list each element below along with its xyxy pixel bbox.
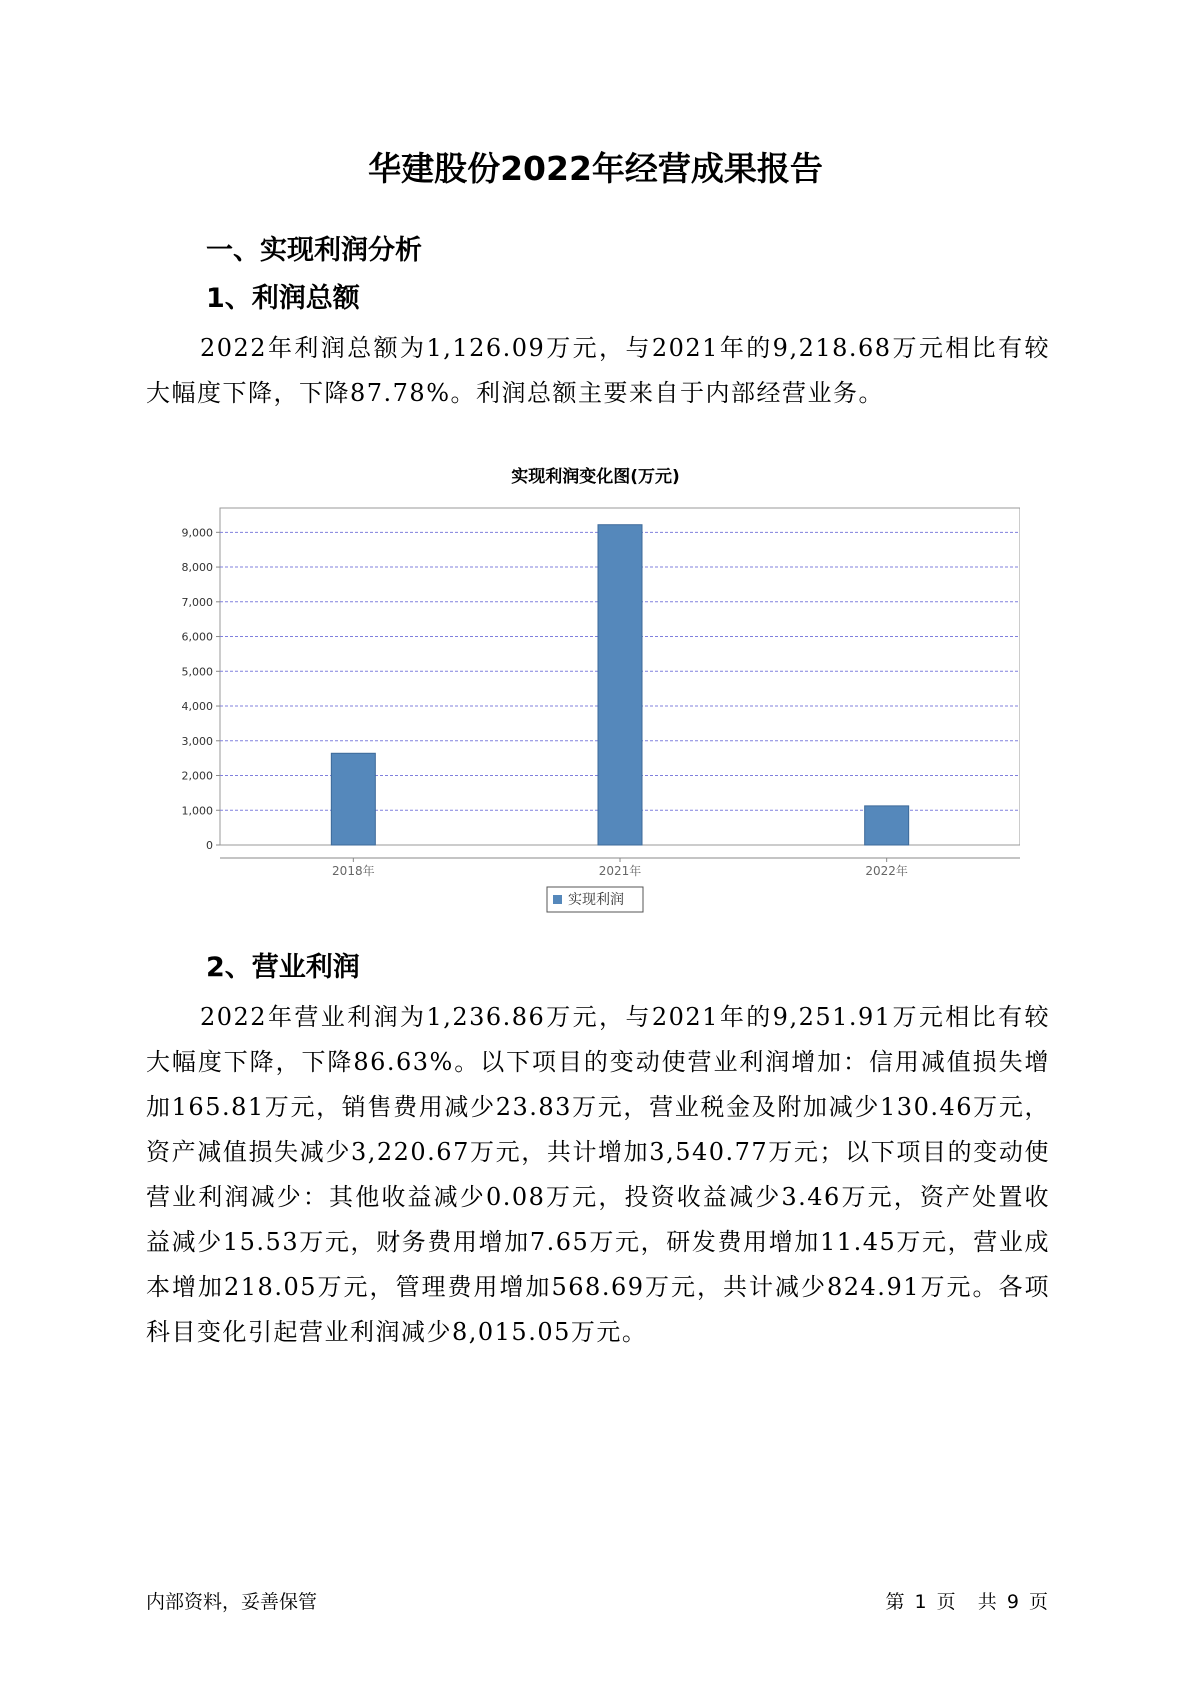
legend-swatch bbox=[553, 895, 562, 904]
y-tick-label: 9,000 bbox=[181, 526, 213, 540]
y-tick-label: 1,000 bbox=[181, 804, 213, 818]
page-indicator bbox=[883, 1587, 1050, 1614]
bar bbox=[331, 753, 375, 845]
footer-confidential-note: 内部资料，妥善保管 bbox=[146, 1591, 318, 1613]
page-prefix: 第 bbox=[885, 1591, 905, 1613]
total-unit: 页 bbox=[1028, 1591, 1048, 1613]
operating-profit-paragraph: 2022年营业利润为1,236.86万元，与2021年的9,251.91万元相比有较大幅度下降，下降86.63%。以下项目的变动使营业利润增加：信用减值损失增加165.81万元，销售费用减少23.83万元，营业税金及附加减少130.46万元，资产减值损失减少3,220.67万元，共计增加3,540.77万元；以下项目的变动使营业利润减少：其他收益减少0.08万元，投资收益减少3.46万元，资产处置收益减少15.53万元，财务费用增加7.65万元，研发费用增加11.45万元，营业成本增加218.05万元，管理费用增加568.69万元，共计减少824.91万元。各项科目变化引起营业利润减少8,015.05万元。 bbox=[146, 1003, 1050, 1346]
total-prefix: 共 bbox=[977, 1591, 997, 1613]
subsection-heading-operating-profit: 2、营业利润 bbox=[206, 952, 360, 983]
y-tick-label: 8,000 bbox=[181, 561, 213, 575]
chart-title: 实现利润变化图(万元) bbox=[511, 467, 680, 487]
page-unit: 页 bbox=[936, 1591, 956, 1613]
total-pages: 9 bbox=[1006, 1591, 1019, 1613]
y-tick-label: 5,000 bbox=[181, 665, 213, 679]
y-tick-label: 0 bbox=[206, 839, 213, 852]
legend-label: 实现利润 bbox=[568, 892, 624, 908]
bar bbox=[865, 806, 909, 845]
section-heading-profit-analysis: 一、实现利润分析 bbox=[206, 235, 422, 266]
x-tick-label: 2021年 bbox=[598, 864, 642, 878]
bar bbox=[598, 525, 642, 845]
page-number: 1 bbox=[914, 1591, 927, 1613]
y-tick-label: 6,000 bbox=[181, 630, 213, 644]
document-title: 华建股份2022年经营成果报告 bbox=[368, 149, 823, 188]
y-tick-label: 4,000 bbox=[181, 700, 213, 714]
subsection-heading-total-profit: 1、利润总额 bbox=[206, 283, 360, 314]
profit-bar-chart bbox=[170, 490, 1020, 915]
x-tick-label: 2022年 bbox=[865, 864, 908, 878]
y-tick-label: 3,000 bbox=[181, 734, 213, 748]
y-tick-label: 7,000 bbox=[181, 595, 213, 609]
x-tick-label: 2018年 bbox=[332, 864, 375, 878]
y-tick-label: 2,000 bbox=[181, 769, 213, 783]
total-profit-paragraph: 2022年利润总额为1,126.09万元，与2021年的9,218.68万元相比有较大幅度下降，下降87.78%。利润总额主要来自于内部经营业务。 bbox=[146, 334, 1050, 407]
